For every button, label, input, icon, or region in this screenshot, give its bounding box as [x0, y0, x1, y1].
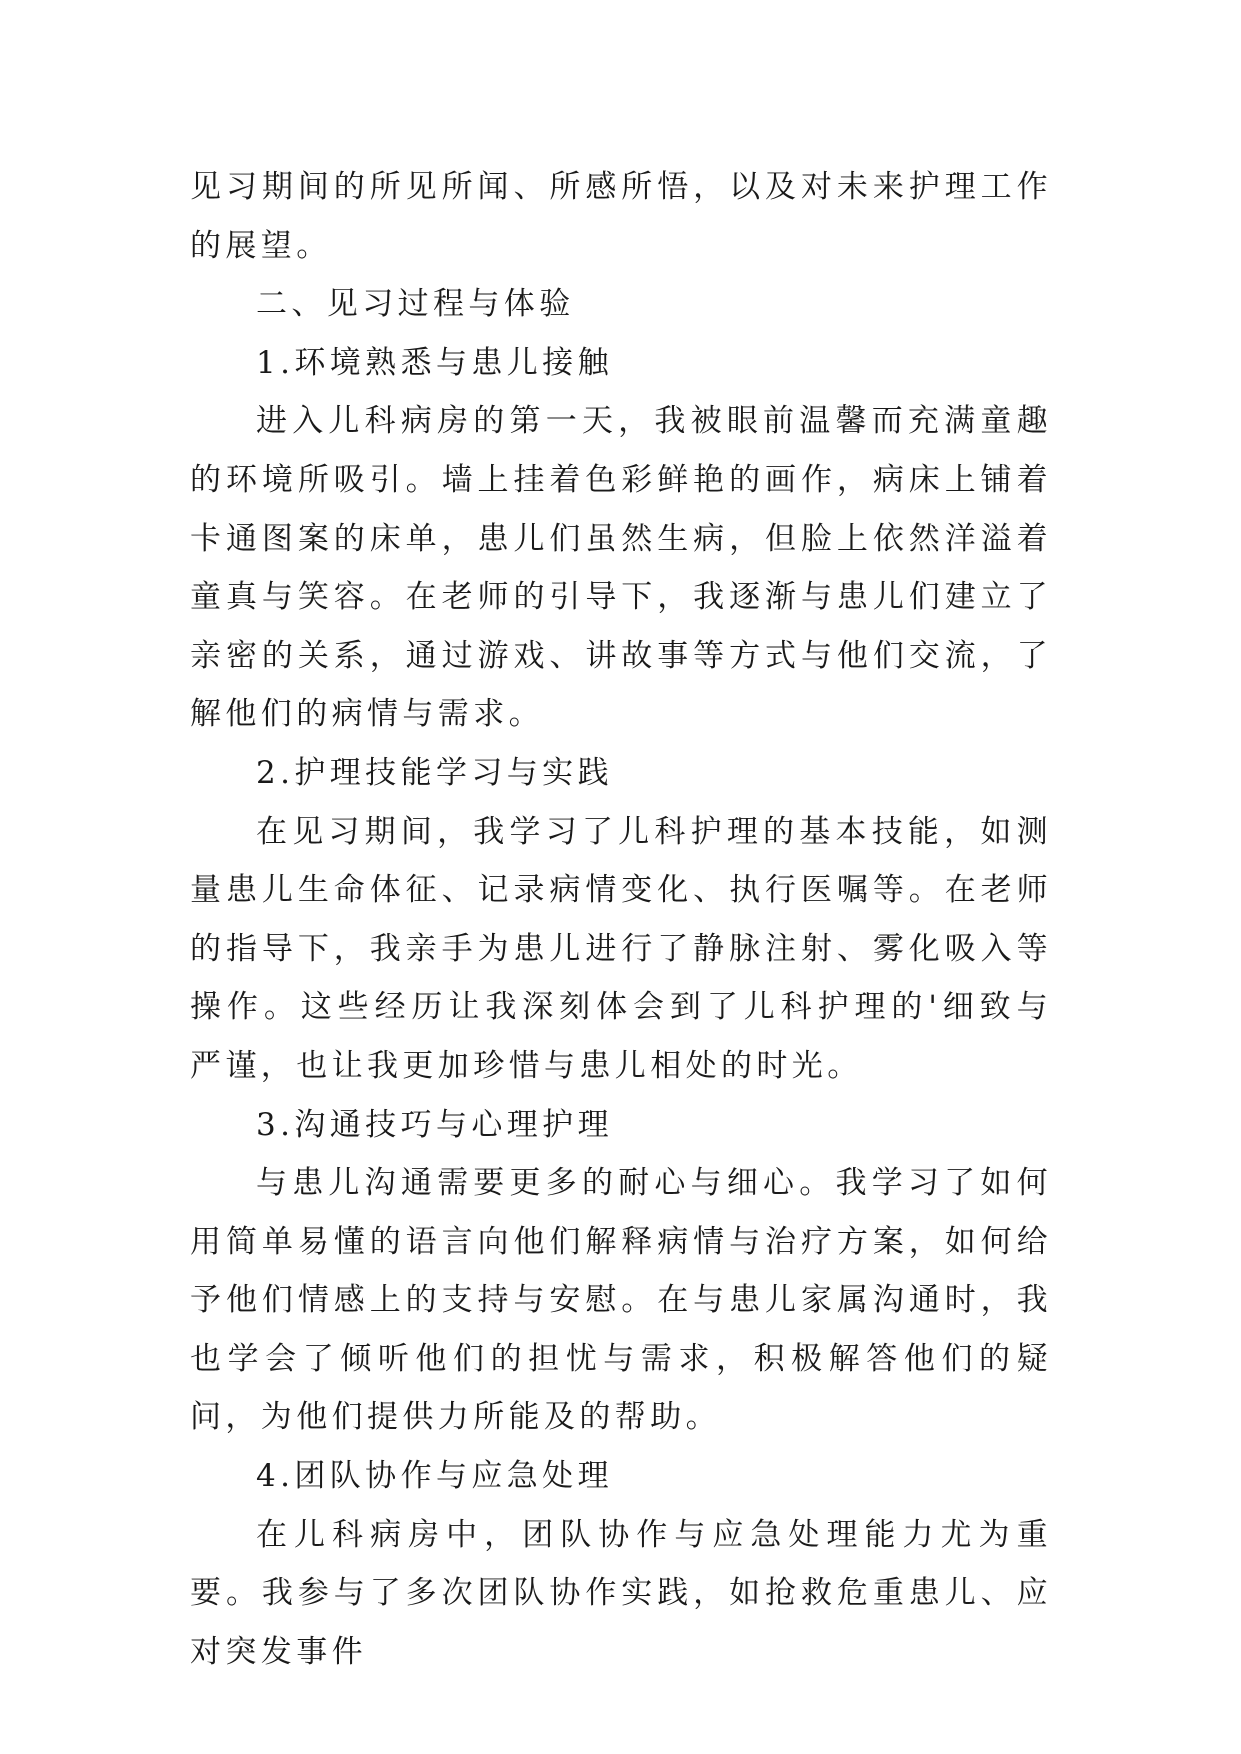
paragraph-communication: 与患儿沟通需要更多的耐心与细心。我学习了如何用简单易懂的语言向他们解释病情与治疗方案，如何给予他们情感上的支持与安慰。在与患儿家属沟通时，我也学会了倾听他们的担忧与需求，积极解答他们的疑问，为他们提供力所能及的帮助。: [190, 1165, 1052, 1436]
paragraph-environment: 进入儿科病房的第一天，我被眼前温馨而充满童趣的环境所吸引。墙上挂着色彩鲜艳的画作，病床上铺着卡通图案的床单，患儿们虽然生病，但脸上依然洋溢着童真与笑容。在老师的引导下，我逐渐与患儿们建立了亲密的关系，通过游戏、讲故事等方式与他们交流，了解他们的病情与需求。: [190, 403, 1052, 733]
section-heading-process: 二、见习过程与体验: [256, 286, 575, 323]
document-body: [190, 158, 1052, 1681]
paragraph-nursing-skills: 在见习期间，我学习了儿科护理的基本技能，如测量患儿生命体征、记录病情变化、执行医嘱等。在老师的指导下，我亲手为患儿进行了静脉注射、雾化吸入等操作。这些经历让我深刻体会到了儿科护理的'细致与严谨，也让我更加珍惜与患儿相处的时光。: [190, 813, 1052, 1084]
subheading-teamwork: 4.团队协作与应急处理: [256, 1458, 613, 1495]
subheading-communication: 3.沟通技巧与心理护理: [256, 1106, 613, 1143]
subheading-nursing-skills: 2.护理技能学习与实践: [256, 754, 613, 791]
paragraph-continuation: 见习期间的所见所闻、所感所悟，以及对未来护理工作的展望。: [190, 169, 1052, 264]
subheading-environment: 1.环境熟悉与患儿接触: [256, 344, 613, 381]
paragraph-teamwork: 在儿科病房中，团队协作与应急处理能力尤为重要。我参与了多次团队协作实践，如抢救危重患儿、应对突发事件: [190, 1516, 1052, 1670]
